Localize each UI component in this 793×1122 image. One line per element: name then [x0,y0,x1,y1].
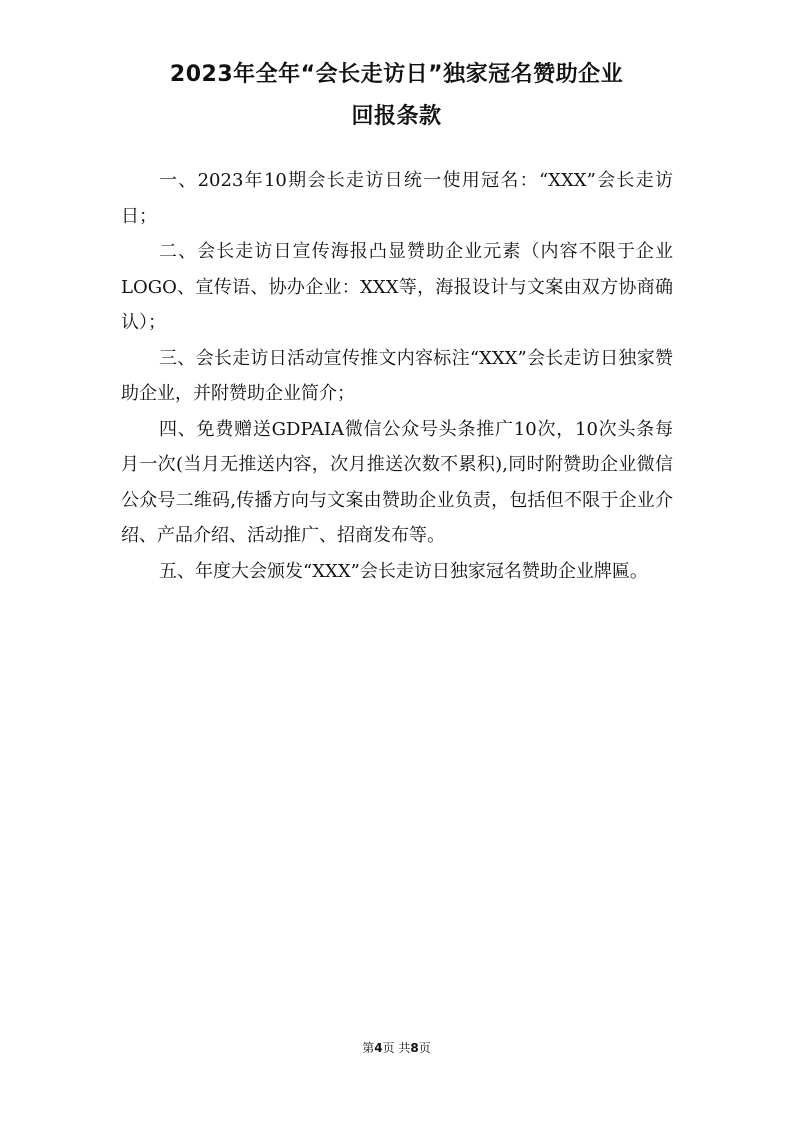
document-subtitle: 回报条款 [351,104,442,129]
clause-5: 五、年度大会颁发“XXX”会长走访日独家冠名赞助企业牌匾。 [159,560,648,582]
current-page-number: 4 [374,1041,383,1055]
clause-2: 二、会长走访日宣传海报凸显赞助企业元素（内容不限于企业LOGO、宣传语、协办企业：XXX等，海报设计与文案由双方协商确认）； [121,241,673,333]
total-pages-number: 8 [410,1041,419,1055]
footer-suffix: 页 [418,1041,431,1055]
document-title: 2023年全年“会长走访日”独家冠名赞助企业 [169,62,624,87]
clause-4: 四、免费赠送GDPAIA微信公众号头条推广10次，10次头条每月一次(当月无推送内容，次月推送次数不累积),同时附赞助企业微信公众号二维码,传播方向与文案由赞助企业负责，包括但不限于企业介绍、产品介绍、活动推广、招商发布等。 [121,418,673,546]
footer-middle: 页 共 [382,1041,411,1055]
page-footer [0,1040,793,1056]
footer-prefix: 第 [362,1041,375,1055]
clause-1: 一、2023年10期会长走访日统一使用冠名：“XXX”会长走访日； [121,170,673,227]
document-body [121,163,673,589]
clause-3: 三、会长走访日活动宣传推文内容标注“XXX”会长走访日独家赞助企业，并附赞助企业简介； [121,347,673,404]
